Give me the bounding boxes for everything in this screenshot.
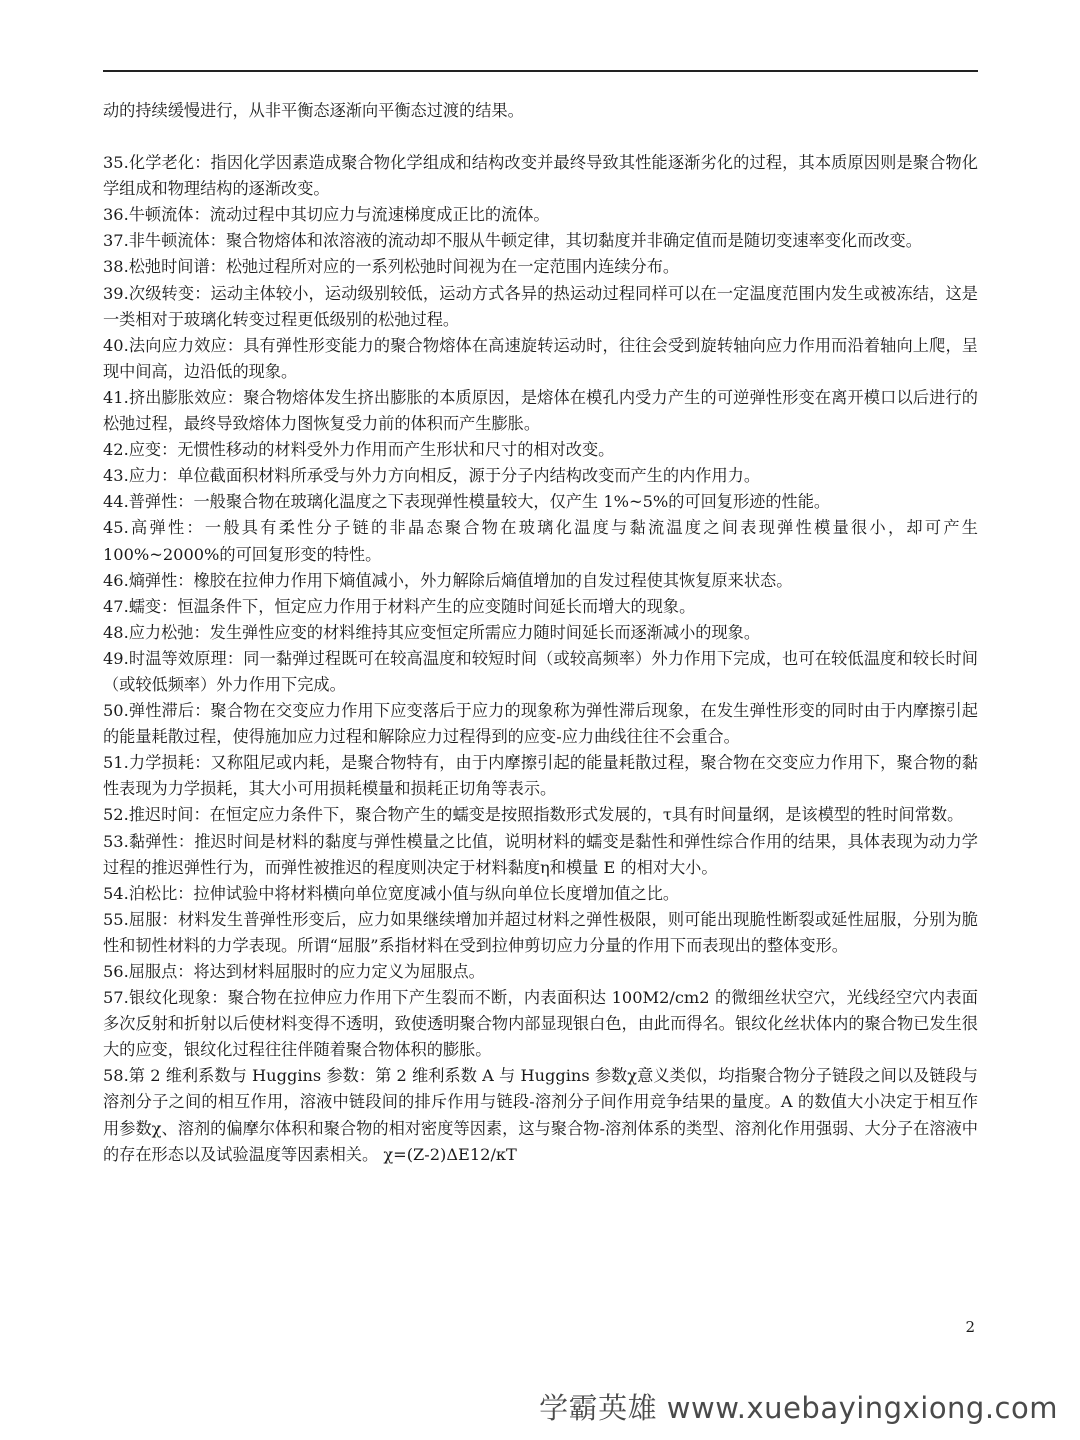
definition-45: 45.高弹性：一般具有柔性分子链的非晶态聚合物在玻璃化温度与黏流温度之间表现弹性模量很小，却可产生100%~2000%的可回复形变的特性。 [103, 518, 978, 564]
definition-49: 49.时温等效原理：同一黏弹过程既可在较高温度和较短时间（或较高频率）外力作用下完成，也可在较低温度和较长时间（或较低频率）外力作用下完成。 [103, 648, 978, 694]
definition-54: 54.泊松比：拉伸试验中将材料横向单位宽度减小值与纵向单位长度增加值之比。 [103, 883, 680, 903]
definition-37: 37.非牛顿流体：聚合物熔体和浓溶液的流动却不服从牛顿定律，其切黏度并非确定值而是随切变速率变化而改变。 [103, 231, 922, 251]
definition-43: 43.应力：单位截面积材料所承受与外力方向相反，源于分子内结构改变而产生的内作用力。 [103, 466, 761, 486]
site-watermark: 学霸英雄 www.xuebayingxiong.com [539, 1391, 1058, 1425]
definition-35: 35.化学老化：指因化学因素造成聚合物化学组成和结构改变并最终导致其性能逐渐劣化的过程，其本质原因则是聚合物化学组成和物理结构的逐渐改变。 [103, 153, 978, 199]
definition-42: 42.应变：无惯性移动的材料受外力作用而产生形状和尺寸的相对改变。 [103, 440, 615, 460]
document-body [103, 98, 978, 1168]
definition-50: 50.弹性滞后：聚合物在交变应力作用下应变落后于应力的现象称为弹性滞后现象，在发生弹性形变的同时由于内摩擦引起的能量耗散过程，使得施加应力过程和解除应力过程得到的应变-应力曲线往往不会重合。 [103, 701, 978, 747]
definition-52: 52.推迟时间：在恒定应力条件下，聚合物产生的蠕变是按照指数形式发展的，τ具有时间量纲，是该模型的牲时间常数。 [103, 805, 964, 825]
definition-53: 53.黏弹性：推迟时间是材料的黏度与弹性模量之比值，说明材料的蠕变是黏性和弹性综合作用的结果，具体表现为动力学过程的推迟弹性行为，而弹性被推迟的程度则决定于材料黏度η和模量 E 的相对大小。 [103, 831, 978, 877]
definition-56: 56.屈服点：将达到材料屈服时的应力定义为屈服点。 [103, 962, 485, 981]
definition-51: 51.力学损耗：又称阻尼或内耗，是聚合物特有，由于内摩擦引起的能量耗散过程，聚合物在交变应力作用下，聚合物的黏性表现为力学损耗，其大小可用损耗模量和损耗正切角等表示。 [103, 753, 978, 799]
definition-46: 46.熵弹性：橡胶在拉伸力作用下熵值减小，外力解除后熵值增加的自发过程使其恢复原来状态。 [103, 570, 793, 590]
page-number: 2 [965, 1318, 975, 1336]
definition-36: 36.牛顿流体：流动过程中其切应力与流速梯度成正比的流体。 [103, 205, 550, 225]
definition-48: 48.应力松弛：发生弹性应变的材料维持其应变恒定所需应力随时间延长而逐渐减小的现象。 [103, 622, 761, 642]
definition-40: 40.法向应力效应：具有弹性形变能力的聚合物熔体在高速旋转运动时，往往会受到旋转轴向应力作用而沿着轴向上爬，呈现中间高，边沿低的现象。 [103, 335, 978, 381]
definition-57: 57.银纹化现象：聚合物在拉伸应力作用下产生裂而不断，内表面积达 100M2/cm2 的微细丝状空穴，光线经空穴内表面多次反射和折射以后使材料变得不透明，致使透明聚合物内部显现银白色，由此而得名。银纹化丝状体内的聚合物已发生很大的应变，银纹化过程往往伴随着聚合物体积的膨胀。 [103, 988, 978, 1060]
definition-39: 39.次级转变：运动主体较小，运动级别较低，运动方式各异的热运动过程同样可以在一定温度范围内发生或被冻结，这是一类相对于玻璃化转变过程更低级别的松弛过程。 [103, 283, 978, 329]
header-rule [103, 70, 978, 72]
definition-55: 55.屈服：材料发生普弹性形变后，应力如果继续增加并超过材料之弹性极限，则可能出现脆性断裂或延性屈服，分别为脆性和韧性材料的力学表现。所谓“屈服”系指材料在受到拉伸剪切应力分量的作用下而表现出的整体变形。 [103, 909, 978, 955]
definition-38: 38.松弛时间谱：松弛过程所对应的一系列松弛时间视为在一定范围内连续分布。 [103, 257, 680, 277]
definition-58: 58.第 2 维利系数与 Huggins 参数：第 2 维利系数 A 与 Huggins 参数χ意义类似，均指聚合物分子链段之间以及链段与溶剂分子之间的相互作用，溶液中链段间的排斥作用与链段-溶剂分子间作用竞争结果的量度。A 的数值大小决定于相互作用参数χ、溶剂的偏摩尔体积和聚合物的相对密度等因素，这与聚合物-溶剂体系的类型、溶剂化作用强弱、大分子在溶液中的存在形态以及试验温度等因素相关。 χ=(Z-2)ΔE12/κT [103, 1066, 978, 1164]
continuation-paragraph: 动的持续缓慢进行，从非平衡态逐渐向平衡态过渡的结果。 [103, 101, 524, 120]
definition-41: 41.挤出膨胀效应：聚合物熔体发生挤出膨胀的本质原因，是熔体在模孔内受力产生的可逆弹性形变在离开模口以后进行的松弛过程，最终导致熔体力图恢复受力前的体积而产生膨胀。 [103, 387, 978, 434]
definition-44: 44.普弹性：一般聚合物在玻璃化温度之下表现弹性模量较大，仅产生 1%~5%的可回复形迹的性能。 [103, 492, 831, 512]
definition-47: 47.蠕变：恒温条件下，恒定应力作用于材料产生的应变随时间延长而增大的现象。 [103, 596, 696, 616]
